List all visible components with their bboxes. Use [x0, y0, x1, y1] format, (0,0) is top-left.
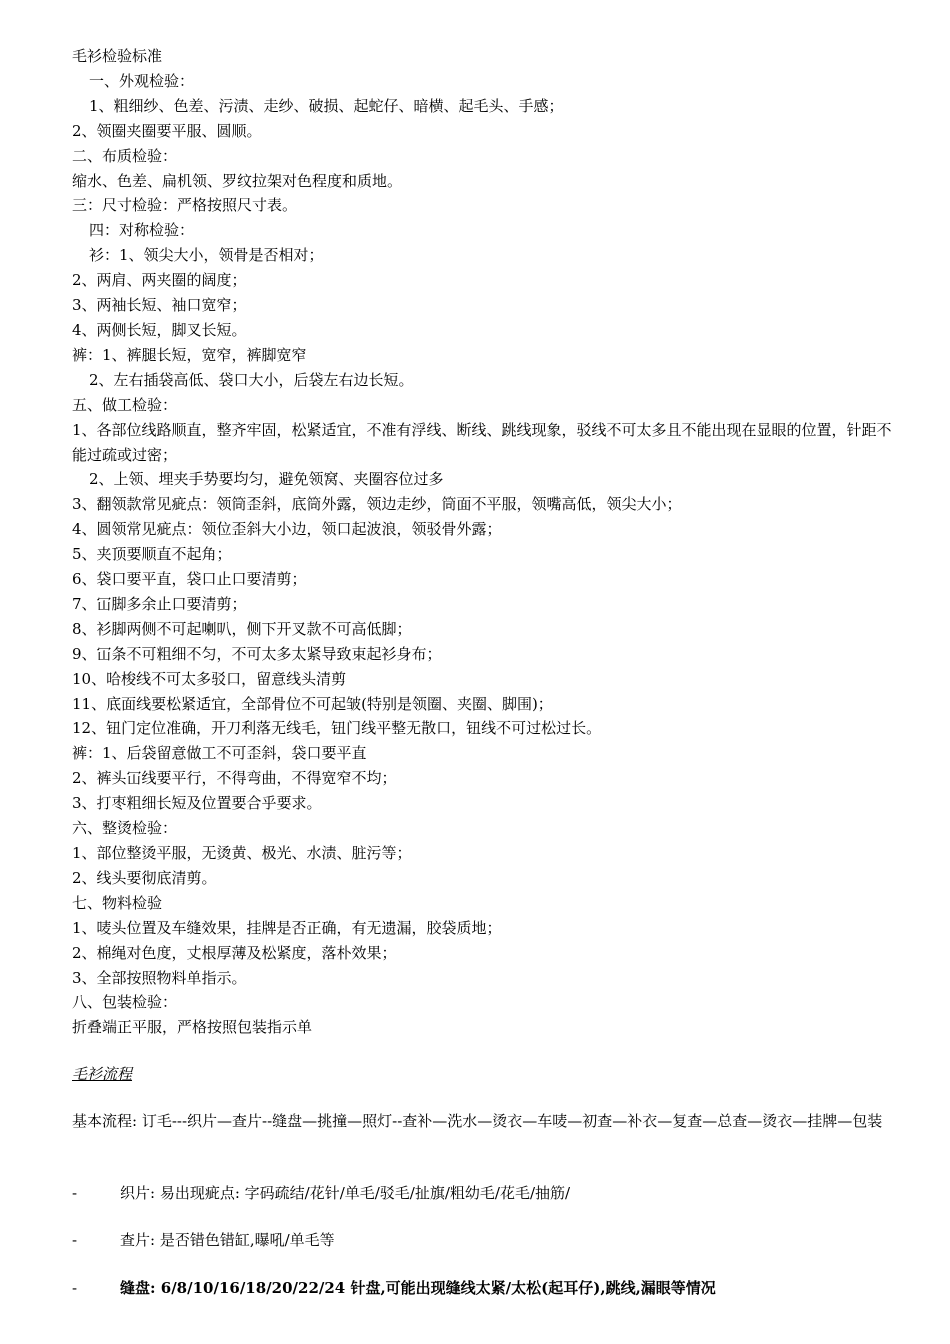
- section-heading: 八、包装检验：: [72, 993, 178, 1012]
- section-heading: 六、整烫检验：: [72, 819, 178, 838]
- list-item-text: 查片: 是否错色错缸,曝吼/单毛等: [120, 1231, 335, 1249]
- text-line: 1、部位整烫平服，无烫黄、极光、水渍、脏污等；: [72, 844, 412, 862]
- text-line: 1、粗细纱、色差、污渍、走纱、破损、起蛇仔、暗横、起毛头、手感；: [89, 96, 564, 115]
- text-line: 1、各部位线路顺直，整齐牢固，松紧适宜，不准有浮线、断线、跳线现象，驳线不可太多且不能出现在显眼的位置，针距不能过疏或过密；: [72, 420, 892, 464]
- text-line: 7、冚脚多余止口要清剪；: [72, 594, 247, 613]
- section-heading: 七、物料检验: [72, 893, 163, 912]
- text-line: 2、两肩、两夹圈的阔度；: [72, 271, 247, 290]
- text-line: 3、翻领款常见疵点：领筒歪斜，底筒外露，领边走纱，筒面不平服，领嘴高低，领尖大小；: [72, 495, 682, 514]
- section-heading: 三：尺寸检验：严格按照尺寸表。: [72, 196, 298, 215]
- section-heading: 一、外观检验：: [89, 71, 195, 90]
- section-heading: 四：对称检验：: [89, 221, 195, 240]
- text-line: 8、衫脚两侧不可起喇叭，侧下开叉款不可高低脚；: [72, 619, 412, 638]
- list-dash: -: [72, 1279, 78, 1297]
- list-item-text: 织片: 易出现疵点: 字码疏结/花针/单毛/驳毛/扯旗/粗幼毛/花毛/抽筋/: [120, 1184, 571, 1202]
- text-line: 衫：1、领尖大小，领骨是否相对；: [89, 246, 324, 265]
- text-line: 折叠端正平服，严格按照包装指示单: [72, 1018, 313, 1037]
- text-line: 2、上领、埋夹手势要均匀，避免领窝、夹圈容位过多: [89, 470, 444, 489]
- text-line: 缩水、色差、扁机领、罗纹拉架对色程度和质地。: [72, 171, 403, 190]
- list-dash: -: [72, 1184, 78, 1202]
- text-line: 3、打枣粗细长短及位置要合乎要求。: [72, 794, 322, 813]
- text-line: 裤：1、后袋留意做工不可歪斜，袋口要平直: [72, 744, 367, 763]
- text-line: 2、棉绳对色度，丈根厚薄及松紧度，落朴效果；: [72, 943, 397, 962]
- section-heading: 二、布质检验：: [72, 146, 178, 165]
- text-line: 4、圆领常见疵点：领位歪斜大小边，领口起波浪，领驳骨外露；: [72, 520, 502, 539]
- text-line: 3、全部按照物料单指示。: [72, 968, 247, 987]
- list-dash: -: [72, 1231, 78, 1249]
- section-heading: 五、做工检验：: [72, 395, 178, 414]
- text-line: 5、夹顶要顺直不起角；: [72, 545, 232, 564]
- text-line: 2、领圈夹圈要平服、圆顺。: [72, 121, 262, 140]
- text-line: 4、两侧长短，脚叉长短。: [72, 320, 247, 339]
- text-line: 6、袋口要平直，袋口止口要清剪；: [72, 570, 307, 589]
- text-line: 1、唛头位置及车缝效果，挂牌是否正确，有无遗漏，胶袋质地；: [72, 918, 502, 937]
- text-line: 12、钮门定位准确，开刀利落无线毛，钮门线平整无散口，钮线不可过松过长。: [72, 719, 602, 738]
- text-line: 裤：1、裤腿长短，宽窄，裤脚宽窄: [72, 345, 307, 364]
- text-line: 3、两袖长短、袖口宽窄；: [72, 296, 247, 315]
- list-item-text: 缝盘: 6/8/10/16/18/20/22/24 针盘,可能出现缝线太紧/太松(起耳仔),跳线,漏眼等情况: [120, 1279, 716, 1297]
- text-line: 11、底面线要松紧适宜，全部骨位不可起皱(特别是领圈、夹圈、脚围)；: [72, 694, 553, 713]
- text-line: 10、哈梭线不可太多驳口，留意线头清剪: [72, 669, 347, 688]
- flow-basic-process: 基本流程: 订毛---织片—查片--缝盘—挑撞—照灯--查补—洗水—烫衣—车唛—初查—补衣—复查—总查—烫衣—挂牌—包装: [72, 1112, 883, 1130]
- text-line: 2、左右插袋高低、袋口大小，后袋左右边长短。: [89, 370, 414, 389]
- text-line: 2、裤头冚线要平行，不得弯曲，不得宽窄不均；: [72, 769, 397, 788]
- inspection-standard-section: [72, 44, 892, 1040]
- flow-title: 毛衫流程: [72, 1065, 133, 1083]
- text-line: 2、线头要彻底清剪。: [72, 868, 217, 887]
- standard-title: 毛衫检验标准: [72, 47, 163, 65]
- text-line: 9、冚条不可粗细不匀，不可太多太紧导致束起衫身布；: [72, 644, 442, 663]
